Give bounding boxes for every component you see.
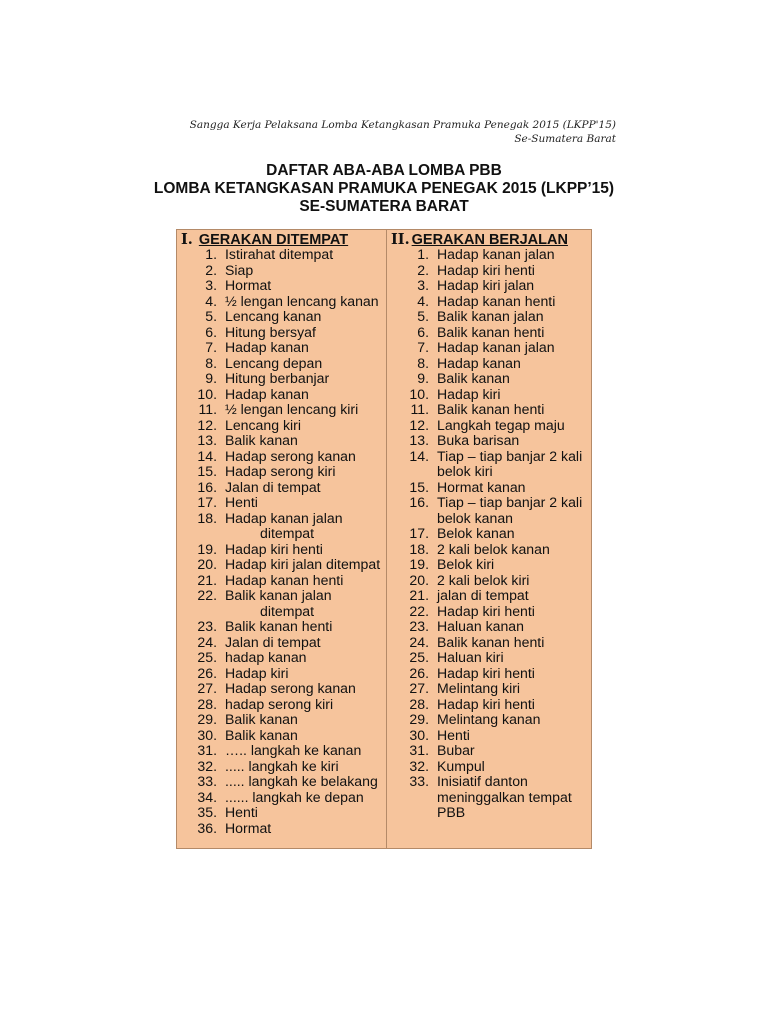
item-number: 17. bbox=[409, 525, 429, 541]
list-item bbox=[177, 464, 386, 480]
item-text: Lencang kiri bbox=[225, 416, 301, 433]
item-text: Hadap kiri bbox=[437, 385, 501, 402]
column-heading-text: GERAKAN DITEMPAT bbox=[198, 232, 349, 248]
item-number: 9. bbox=[205, 370, 217, 386]
item-text: Henti bbox=[437, 726, 470, 743]
list-item bbox=[177, 573, 386, 589]
list-item bbox=[387, 774, 593, 821]
header-note bbox=[190, 118, 616, 146]
list-item bbox=[177, 309, 386, 325]
item-number: 25. bbox=[409, 649, 429, 665]
item-number: 11. bbox=[198, 401, 217, 417]
list-item bbox=[387, 635, 593, 651]
list-item bbox=[387, 340, 593, 356]
item-text: Hadap kanan bbox=[225, 339, 309, 355]
item-number: 16. bbox=[197, 478, 217, 495]
item-number: 8. bbox=[417, 354, 429, 371]
list-item bbox=[177, 495, 386, 511]
item-text: Tiap – tiap banjar 2 kali bbox=[437, 494, 583, 510]
item-number: 5. bbox=[205, 308, 217, 324]
list-item bbox=[177, 294, 386, 310]
title-line-3: SE-SUMATERA BARAT bbox=[299, 198, 469, 215]
item-text: ½ lengan lencang kanan bbox=[225, 292, 379, 309]
item-text: hadap kanan bbox=[225, 649, 307, 665]
item-text: Henti bbox=[225, 494, 258, 510]
item-text: Balik kanan bbox=[437, 370, 510, 386]
item-text: Jalan di tempat bbox=[225, 478, 321, 495]
item-number: 24. bbox=[409, 633, 429, 650]
header-note-line-1: Sangga Kerja Pelaksana Lomba Ketangkasan Pramuka Penegak 2015 (LKPP'15) bbox=[189, 119, 616, 131]
item-text: Hadap kanan henti bbox=[225, 571, 344, 588]
item-number: 4. bbox=[205, 292, 217, 309]
item-text: Lencang kanan bbox=[225, 308, 322, 324]
item-number: 1. bbox=[205, 246, 217, 262]
item-text: Haluan kiri bbox=[437, 649, 504, 665]
list-item bbox=[177, 371, 386, 387]
item-text: Haluan kanan bbox=[437, 618, 524, 634]
item-text: ..... langkah ke belakang bbox=[225, 773, 378, 789]
list-item bbox=[177, 449, 386, 465]
item-number: 6. bbox=[417, 323, 429, 340]
list-item bbox=[387, 728, 593, 744]
item-text: ….. langkah ke kanan bbox=[225, 742, 362, 758]
header-note-line-2: Se-Sumatera Barat bbox=[514, 133, 616, 145]
list-item bbox=[387, 294, 593, 310]
item-text: Hitung berbanjar bbox=[225, 370, 330, 386]
item-text-continuation: ditempat bbox=[260, 525, 315, 541]
list-item bbox=[387, 604, 593, 620]
item-text: 2 kali belok kiri bbox=[437, 571, 530, 588]
item-text: 2 kali belok kanan bbox=[437, 540, 550, 557]
list-item bbox=[387, 666, 593, 682]
item-number: 31. bbox=[409, 742, 429, 758]
list-item bbox=[177, 728, 386, 744]
item-text: Balik kanan henti bbox=[225, 618, 333, 634]
item-number: 1. bbox=[417, 246, 429, 262]
list-item bbox=[387, 402, 593, 418]
item-text: Hadap kanan bbox=[437, 354, 521, 371]
title-line-2: LOMBA KETANGKASAN PRAMUKA PENEGAK 2015 (LKPP’15) bbox=[153, 180, 615, 197]
item-text: Balik kanan bbox=[225, 726, 298, 743]
item-number: 23. bbox=[409, 618, 429, 634]
list-item bbox=[387, 263, 593, 279]
item-number: 3. bbox=[417, 277, 429, 293]
item-text: Balik kanan jalan bbox=[225, 587, 332, 603]
item-text: Henti bbox=[225, 804, 258, 820]
item-text: ½ lengan lencang kiri bbox=[225, 401, 359, 417]
item-number: 30. bbox=[197, 726, 217, 743]
list-item bbox=[387, 449, 593, 480]
item-number: 23. bbox=[197, 618, 217, 634]
list-item bbox=[387, 309, 593, 325]
item-text: Balik kanan henti bbox=[437, 323, 545, 340]
item-text: Balik kanan henti bbox=[437, 401, 545, 417]
item-number: 26. bbox=[197, 664, 217, 681]
item-text: Siap bbox=[225, 261, 254, 278]
item-text: Langkah tegap maju bbox=[437, 416, 565, 433]
item-text: Hadap kanan bbox=[225, 385, 309, 402]
item-text-continuation: belok kiri bbox=[437, 463, 493, 479]
list-item bbox=[387, 480, 593, 496]
item-number: 17. bbox=[197, 494, 217, 510]
list-item bbox=[177, 774, 386, 790]
item-text: Inisiatif danton bbox=[437, 773, 528, 789]
item-text: Jalan di tempat bbox=[225, 633, 321, 650]
item-text: Hadap serong kanan bbox=[225, 680, 356, 696]
item-number: 29. bbox=[197, 711, 217, 727]
item-text: Hadap kanan jalan bbox=[437, 246, 555, 262]
item-text: Kumpul bbox=[437, 757, 485, 774]
item-number: 16. bbox=[409, 494, 429, 510]
item-text: Belok kiri bbox=[437, 556, 495, 572]
item-number: 22. bbox=[197, 587, 217, 603]
list-item bbox=[387, 759, 593, 775]
item-text: Hadap kanan jalan bbox=[437, 339, 555, 355]
item-text: Hitung bersyaf bbox=[225, 323, 316, 340]
list-item bbox=[177, 542, 386, 558]
list-item bbox=[177, 402, 386, 418]
item-number: 29. bbox=[409, 711, 429, 727]
item-text: Hadap kanan henti bbox=[437, 292, 556, 309]
item-number: 21. bbox=[197, 571, 217, 588]
item-number: 21. bbox=[409, 587, 429, 603]
item-text: Hadap kiri jalan bbox=[437, 277, 535, 293]
item-text: Hadap kanan jalan bbox=[225, 509, 343, 526]
item-text: Tiap – tiap banjar 2 kali bbox=[437, 447, 583, 464]
list-item bbox=[177, 247, 386, 263]
list-item bbox=[387, 356, 593, 372]
item-number: 18. bbox=[197, 509, 217, 526]
item-number: 15. bbox=[197, 463, 217, 479]
item-number: 19. bbox=[409, 556, 429, 572]
list-item bbox=[177, 681, 386, 697]
item-number: 28. bbox=[409, 695, 429, 712]
list-item bbox=[177, 325, 386, 341]
item-text: Balik kanan henti bbox=[437, 633, 545, 650]
list-item bbox=[177, 666, 386, 682]
command-list bbox=[177, 247, 386, 836]
item-number: 12. bbox=[409, 416, 429, 433]
item-number: 10. bbox=[409, 385, 429, 402]
item-text: Hormat bbox=[225, 277, 272, 293]
list-item bbox=[177, 557, 386, 573]
item-number: 11. bbox=[410, 401, 429, 417]
item-number: 32. bbox=[197, 757, 217, 774]
item-number: 19. bbox=[197, 540, 217, 557]
item-number: 22. bbox=[409, 602, 429, 619]
item-text: Hadap kiri henti bbox=[437, 695, 535, 712]
list-item bbox=[177, 278, 386, 294]
item-text: Melintang kiri bbox=[437, 680, 521, 696]
item-text: Lencang depan bbox=[225, 354, 323, 371]
list-item bbox=[177, 340, 386, 356]
item-number: 25. bbox=[197, 649, 217, 665]
item-number: 27. bbox=[197, 680, 217, 696]
list-item bbox=[387, 387, 593, 403]
list-item bbox=[387, 650, 593, 666]
item-number: 34. bbox=[197, 788, 217, 805]
item-number: 31. bbox=[197, 742, 217, 758]
item-number: 36. bbox=[197, 819, 217, 836]
list-item bbox=[387, 495, 593, 526]
list-item bbox=[177, 635, 386, 651]
item-number: 3. bbox=[205, 277, 217, 293]
list-item bbox=[387, 371, 593, 387]
list-item bbox=[177, 619, 386, 635]
item-number: 32. bbox=[409, 757, 429, 774]
item-text: Balik kanan jalan bbox=[437, 308, 544, 324]
list-item bbox=[177, 805, 386, 821]
item-text: Balik kanan bbox=[225, 432, 298, 448]
item-text: Hormat bbox=[225, 819, 272, 836]
item-text: Hadap kiri henti bbox=[437, 664, 535, 681]
item-number: 2. bbox=[417, 261, 429, 278]
item-text: ..... langkah ke kiri bbox=[225, 757, 339, 774]
item-text: Istirahat ditempat bbox=[225, 246, 334, 262]
list-item bbox=[177, 387, 386, 403]
item-number: 6. bbox=[205, 323, 217, 340]
item-number: 14. bbox=[409, 447, 429, 464]
item-text: Hadap serong kiri bbox=[225, 463, 336, 479]
item-number: 33. bbox=[197, 773, 217, 789]
list-item bbox=[177, 743, 386, 759]
item-text: Bubar bbox=[437, 742, 475, 758]
list-item bbox=[387, 619, 593, 635]
item-number: 35. bbox=[197, 804, 217, 820]
list-item bbox=[387, 712, 593, 728]
list-item bbox=[387, 743, 593, 759]
list-item bbox=[177, 511, 386, 542]
title-line-1: DAFTAR ABA-ABA LOMBA PBB bbox=[266, 162, 502, 179]
item-text: Hadap kiri bbox=[225, 664, 289, 681]
item-number: 9. bbox=[417, 370, 429, 386]
item-text: Balik kanan bbox=[225, 711, 298, 727]
item-number: 5. bbox=[417, 308, 429, 324]
item-number: 7. bbox=[417, 339, 429, 355]
list-item bbox=[387, 433, 593, 449]
list-item bbox=[387, 247, 593, 263]
item-number: 33. bbox=[409, 773, 429, 789]
list-item bbox=[387, 557, 593, 573]
item-text-continuation: PBB bbox=[437, 804, 466, 820]
list-item bbox=[387, 542, 593, 558]
list-item bbox=[177, 759, 386, 775]
item-number: 28. bbox=[197, 695, 217, 712]
item-text: jalan di tempat bbox=[437, 587, 529, 603]
list-item bbox=[387, 325, 593, 341]
document-title bbox=[0, 162, 768, 216]
commands-table bbox=[176, 229, 592, 849]
item-number: 4. bbox=[417, 292, 429, 309]
column-heading-text: GERAKAN BERJALAN bbox=[411, 232, 568, 248]
list-item bbox=[387, 588, 593, 604]
list-item bbox=[387, 418, 593, 434]
item-text: Hadap kiri henti bbox=[437, 261, 535, 278]
item-text: Buka barisan bbox=[437, 432, 520, 448]
item-text: Belok kanan bbox=[437, 525, 515, 541]
item-number: 8. bbox=[205, 354, 217, 371]
list-item bbox=[177, 480, 386, 496]
list-item bbox=[387, 526, 593, 542]
list-item bbox=[177, 263, 386, 279]
list-item bbox=[177, 418, 386, 434]
item-number: 20. bbox=[409, 571, 429, 588]
item-number: 10. bbox=[197, 385, 217, 402]
item-text-continuation: belok kanan bbox=[437, 509, 514, 526]
item-number: 30. bbox=[409, 726, 429, 743]
list-item bbox=[387, 697, 593, 713]
list-item bbox=[177, 712, 386, 728]
item-text: Hadap kiri henti bbox=[437, 602, 535, 619]
list-item bbox=[177, 697, 386, 713]
list-item bbox=[387, 681, 593, 697]
item-number: 13. bbox=[197, 432, 217, 448]
item-number: 13. bbox=[409, 432, 429, 448]
item-number: 27. bbox=[409, 680, 429, 696]
list-item bbox=[387, 278, 593, 294]
item-text: Hadap kiri henti bbox=[225, 540, 323, 557]
item-number: 2. bbox=[205, 261, 217, 278]
column-roman-numeral: II. bbox=[391, 231, 410, 248]
list-item bbox=[177, 650, 386, 666]
item-number: 18. bbox=[409, 540, 429, 557]
list-item bbox=[387, 573, 593, 589]
item-text: Hormat kanan bbox=[437, 478, 526, 495]
column-roman-numeral: I. bbox=[181, 231, 193, 248]
command-list bbox=[387, 247, 593, 821]
item-number: 7. bbox=[205, 339, 217, 355]
list-item bbox=[177, 790, 386, 806]
item-text: Hadap kiri jalan ditempat bbox=[225, 556, 381, 572]
item-text-continuation: ditempat bbox=[260, 602, 315, 619]
item-number: 26. bbox=[409, 664, 429, 681]
item-number: 24. bbox=[197, 633, 217, 650]
list-item bbox=[177, 433, 386, 449]
list-item bbox=[177, 821, 386, 837]
item-number: 20. bbox=[197, 556, 217, 572]
item-text-continuation: meninggalkan tempat bbox=[437, 788, 572, 805]
list-item bbox=[177, 588, 386, 619]
item-text: Hadap serong kanan bbox=[225, 447, 356, 464]
list-item bbox=[177, 356, 386, 372]
item-text: Melintang kanan bbox=[437, 711, 541, 727]
item-text: ...... langkah ke depan bbox=[225, 788, 364, 805]
item-number: 15. bbox=[409, 478, 429, 495]
item-number: 14. bbox=[197, 447, 217, 464]
item-text: hadap serong kiri bbox=[225, 695, 334, 712]
item-number: 12. bbox=[197, 416, 217, 433]
